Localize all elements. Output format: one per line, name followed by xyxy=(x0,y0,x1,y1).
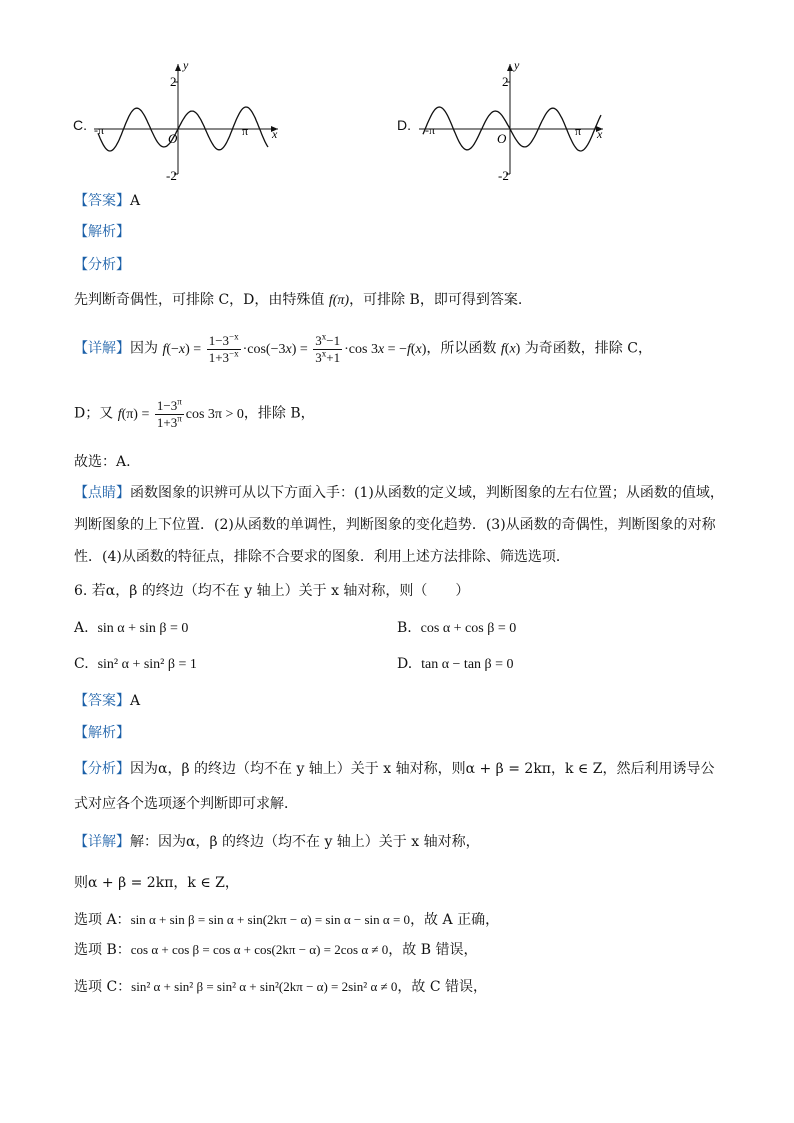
q6-fenxi-text-1: 因为α，β 的终边（均不在 y 轴上）关于 x 轴对称，则α + β = 2kπ，k ∈ Z，然后利用诱导公 xyxy=(130,761,715,777)
graph-d-pi: π xyxy=(575,124,582,138)
graph-c-y-label: y xyxy=(183,60,189,72)
graph-c-label: C. xyxy=(73,117,87,133)
q6-analysis-tag: 【解析】 xyxy=(74,725,130,741)
q6-option-c xyxy=(74,654,197,675)
q6-option-b-letter: B. xyxy=(397,620,412,636)
q5-dianjing-2: 判断图象的上下位置．(2)从函数的单调性，判断图象的变化趋势．(3)从函数的奇偶性，判断图象的对称 xyxy=(74,517,716,533)
graph-d-y-max: 2 xyxy=(502,74,509,89)
q6-option-b-expr: cos α + cos β = 0 xyxy=(420,621,517,636)
graph-c-y-min: -2 xyxy=(166,168,177,182)
q6-opt-b-label: 选项 B： xyxy=(74,942,131,958)
q5-answer-line xyxy=(74,191,140,211)
q6-opt-a-expr: sin α + sin β = sin α + sin(2kπ − α) = sin α − sin α = 0 xyxy=(130,912,411,927)
q6-opt-a-end: ，故 A 正确， xyxy=(410,912,500,928)
graph-d xyxy=(415,60,615,182)
graph-d-y-min: -2 xyxy=(498,168,509,182)
q6-fenxi-1 xyxy=(74,759,714,779)
q6-option-a-letter: A. xyxy=(74,620,89,636)
q5-detail-line1: 【详解】因为 f(−x) = $\frac{1-3^{-x}}{1+3^{-x}}$ ·cos(−3x) = $\frac{3^x-1}{3^x+1}$ ·cos 3x = −f(x)，所以函数 f(x) 为奇函数，排除 C， xyxy=(74,331,652,365)
q5-answer-value: A xyxy=(130,193,141,209)
q6-detail-2: 则α + β = 2kπ，k ∈ Z， xyxy=(74,875,239,891)
q6-option-c-letter: C. xyxy=(74,656,89,672)
q6-option-a xyxy=(74,618,188,639)
q6-option-b xyxy=(397,618,516,639)
graph-c-x-label: x xyxy=(272,127,278,141)
graph-c xyxy=(90,60,290,182)
graph-d-y-label: y xyxy=(514,60,520,72)
q6-fenxi-tag: 【分析】 xyxy=(74,761,130,777)
q5-dianjing-tag: 【点睛】 xyxy=(74,485,130,501)
graph-c-y-max: 2 xyxy=(170,74,177,89)
q5-detail-tag: 【详解】 xyxy=(74,340,130,357)
q6-opt-a-line xyxy=(74,910,499,930)
q5-detail-text-2: ，所以函数 xyxy=(426,340,501,357)
q6-stem: 6. 若α，β 的终边（均不在 y 轴上）关于 x 轴对称，则（ ） xyxy=(74,583,470,599)
q6-answer-line xyxy=(74,691,140,711)
graph-c-pi: π xyxy=(242,124,249,138)
q6-option-d-expr: tan α − tan β = 0 xyxy=(421,657,514,672)
graph-d-origin: O xyxy=(497,131,507,146)
q6-detail-1 xyxy=(74,832,480,852)
q6-opt-b-line xyxy=(74,940,477,960)
q5-choose: 故选：A. xyxy=(74,454,131,470)
q5-fenxi-tag: 【分析】 xyxy=(74,257,130,273)
q5-fenxi-math: f(π) xyxy=(328,293,350,308)
q5-fenxi-text-1: 先判断奇偶性，可排除 C，D，由特殊值 xyxy=(74,292,329,308)
q6-fenxi-2: 式对应各个选项逐个判断即可求解． xyxy=(74,796,298,812)
graph-d-neg-pi: -π xyxy=(425,123,436,137)
q6-option-d xyxy=(397,654,514,675)
graph-c-origin: O xyxy=(168,131,178,146)
q5-fenxi-text-2: ，可排除 B，即可得到答案. xyxy=(349,292,523,308)
q5-analysis-tag: 【解析】 xyxy=(74,224,130,240)
q5-dianjing-3: 性．(4)从函数的特征点，排除不合要求的图象．利用上述方法排除、筛选选项． xyxy=(74,549,570,565)
q6-option-d-letter: D. xyxy=(397,656,413,672)
q6-opt-c-end: ，故 C 错误， xyxy=(397,979,488,995)
q6-detail-text-1: 解：因为α，β 的终边（均不在 y 轴上）关于 x 轴对称， xyxy=(130,834,480,850)
q6-detail-tag: 【详解】 xyxy=(74,834,130,850)
q5-answer-tag: 【答案】 xyxy=(74,193,130,209)
q6-opt-c-label: 选项 C： xyxy=(74,979,132,995)
graph-d-x-label: x xyxy=(597,127,603,141)
q6-option-a-expr: sin α + sin β = 0 xyxy=(97,621,189,636)
q6-answer-value: A xyxy=(130,693,141,709)
q6-opt-c-expr: sin² α + sin² β = sin² α + sin²(2kπ − α) = 2sin² α ≠ 0 xyxy=(131,979,398,994)
q5-dianjing-text-1: 函数图象的识辨可从以下方面入手：(1)从函数的定义域，判断图象的左右位置；从函数的值域， xyxy=(130,485,724,501)
q6-option-c-expr: sin² α + sin² β = 1 xyxy=(97,657,197,672)
q6-opt-c-line xyxy=(74,977,487,997)
q5-fenxi-text xyxy=(74,290,522,311)
q5-dianjing-1 xyxy=(74,483,724,503)
graph-c-neg-pi: -π xyxy=(94,123,105,137)
q5-detail-line2-2: ，排除 B， xyxy=(243,405,315,422)
q6-opt-b-expr: cos α + cos β = cos α + cos(2kπ − α) = 2cos α ≠ 0 xyxy=(130,942,389,957)
q5-detail-line2: D；又 f(π) = $\frac{1-3^\pi}{1+3^\pi}$ cos 3π > 0，排除 B， xyxy=(74,396,315,430)
q6-answer-tag: 【答案】 xyxy=(74,693,130,709)
q5-detail-line2-1: D；又 xyxy=(74,405,118,422)
q5-detail-text-1: 因为 xyxy=(130,340,163,357)
graph-d-label: D. xyxy=(397,117,411,133)
q6-opt-b-end: ，故 B 错误， xyxy=(388,942,478,958)
q5-detail-text-3: 为奇函数，排除 C， xyxy=(520,340,652,357)
q6-opt-a-label: 选项 A： xyxy=(74,912,131,928)
